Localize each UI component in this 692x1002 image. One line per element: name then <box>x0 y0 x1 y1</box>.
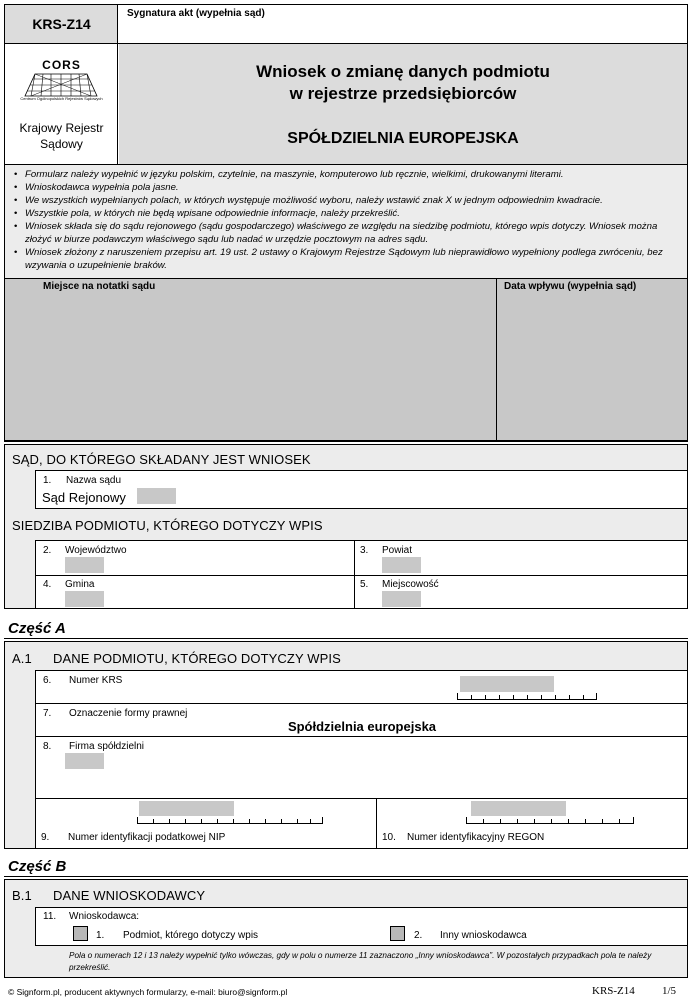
section-b1-title: DANE WNIOSKODAWCY <box>53 888 206 903</box>
instruction-item: • Formularz należy wypełnić w języku polskim, czytelnie, na maszynie, komputerowo lub ręcznie, wielkimi, drukowanymi literami. <box>11 168 681 181</box>
section-a1-title: DANE PODMIOTU, KTÓREGO DOTYCZY WPIS <box>53 651 341 666</box>
applicant-note: Pola o numerach 12 i 13 należy wypełnić tylko wówczas, gdy w polu o numerze 11 zaznaczono „Inny wnioskodawca”. W pozostałych przypadkach pola te należy przekreślić. <box>69 951 652 972</box>
commune-label: Gmina <box>65 579 95 590</box>
part-b-heading: Część B <box>8 858 67 875</box>
court-notes-area <box>4 279 688 441</box>
krs-number-input[interactable] <box>460 676 554 692</box>
field-number: 1. <box>43 475 52 486</box>
court-name-value: Sąd Rejonowy <box>42 490 126 505</box>
field-number: 6. <box>43 675 52 686</box>
locality-label: Miejscowość <box>382 579 439 590</box>
logo-cell <box>5 44 118 164</box>
footer-form-code: KRS-Z14 <box>592 985 635 997</box>
seat-section-title: SIEDZIBA PODMIOTU, KTÓREGO DOTYCZY WPIS <box>12 518 323 533</box>
court-name-label: Nazwa sądu <box>66 475 122 486</box>
instruction-item: • Wnioskodawca wypełnia pola jasne. <box>11 181 681 194</box>
county-input[interactable] <box>382 557 421 573</box>
court-name-field[interactable] <box>35 470 687 509</box>
form-subtitle: SPÓŁDZIELNIA EUROPEJSKA <box>287 130 519 147</box>
registry-name-line2: Sądowy <box>40 137 83 151</box>
applicant-field <box>35 907 687 946</box>
field-number: 9. <box>41 832 50 843</box>
part-a-heading: Część A <box>8 620 66 637</box>
field-number: 11. <box>43 911 57 922</box>
cooperative-name-input[interactable] <box>65 753 104 769</box>
applicant-option-1-label: Podmiot, którego dotyczy wpis <box>123 930 259 941</box>
nip-label: Numer identyfikacji podatkowej NIP <box>68 832 226 843</box>
legal-form-field <box>35 703 687 736</box>
case-signature-label: Sygnatura akt (wypełnia sąd) <box>127 8 265 19</box>
applicant-option-2-label: Inny wnioskodawca <box>440 930 527 941</box>
nip-digit-ticks <box>137 817 323 824</box>
field-number: 3. <box>360 545 369 556</box>
nip-regon-row <box>35 798 687 848</box>
field-number: 10. <box>382 832 396 843</box>
field-number: 2. <box>43 545 52 556</box>
county-label: Powiat <box>382 545 413 556</box>
locality-input[interactable] <box>382 591 421 607</box>
instruction-item: • Wniosek składa się do sądu rejonowego (sądu gospodarczego) właściwego ze względu na siedzibę podmiotu, którego wpis dotyczy. Wniosek można złożyć w biurze podawczym właściwego sądu lub nadać w urzędzie pocztowym na adres sądu. <box>11 220 681 246</box>
cooperative-name-field[interactable] <box>35 736 687 798</box>
case-signature-cell[interactable] <box>118 5 687 44</box>
cooperative-name-label: Firma spółdzielni <box>69 741 145 752</box>
instructions-block <box>4 165 688 279</box>
field-number: 4. <box>43 579 52 590</box>
form-title-line2: w rejestrze przedsiębiorców <box>289 84 517 103</box>
legal-form-label: Oznaczenie formy prawnej <box>69 708 188 719</box>
nip-input[interactable] <box>139 801 234 816</box>
section-a1-number: A.1 <box>12 651 32 666</box>
option-number: 2. <box>414 930 423 941</box>
footer-credit: © Signform.pl, producent aktywnych formularzy, e-mail: biuro@signform.pl <box>8 987 288 997</box>
krs-digit-ticks <box>457 693 597 700</box>
logo-subtext: Centrum Ogólnopolskich Rejestrów Sądowych <box>20 96 103 101</box>
field-number: 7. <box>43 708 52 719</box>
krs-number-label: Numer KRS <box>69 675 123 686</box>
applicant-label: Wnioskodawca: <box>69 911 140 922</box>
regon-input[interactable] <box>471 801 566 816</box>
krs-number-field[interactable] <box>35 670 687 703</box>
court-section-title: SĄD, DO KTÓREGO SKŁADANY JEST WNIOSEK <box>12 452 311 467</box>
form-code: KRS-Z14 <box>32 16 91 32</box>
voivodeship-label: Województwo <box>65 545 127 556</box>
applicant-option-2-checkbox[interactable] <box>390 926 405 941</box>
field-number: 5. <box>360 579 369 590</box>
title-cell <box>119 44 687 164</box>
commune-input[interactable] <box>65 591 104 607</box>
seat-fields-grid <box>35 540 687 608</box>
registry-name-line1: Krajowy Rejestr <box>19 121 104 135</box>
logo-text: CORS <box>42 58 81 72</box>
court-notes-label: Miejsce na notatki sądu <box>43 281 156 292</box>
form-title-line1: Wniosek o zmianę danych podmiotu <box>256 62 550 81</box>
regon-digit-ticks <box>466 817 634 824</box>
legal-form-value: Spółdzielnia europejska <box>287 719 437 734</box>
form-code-cell <box>5 5 118 44</box>
field-number: 8. <box>43 741 52 752</box>
applicant-option-1-checkbox[interactable] <box>73 926 88 941</box>
instruction-item: • Wszystkie pola, w których nie będą wpisane odpowiednie informacje, należy przekreślić. <box>11 207 681 220</box>
footer-page: 1/5 <box>662 985 677 997</box>
instruction-item: • We wszystkich wypełnianych polach, w których występuje możliwość wyboru, należy wstawić znak X w jednym odpowiednim kwadracie. <box>11 194 681 207</box>
instruction-item: • Wniosek złożony z naruszeniem przepisu art. 19 ust. 2 ustawy o Krajowym Rejestrze Sądowym lub nieprawidłowo wypełniony podlega zwróceniu, bez wzywania o uzupełnienie braków. <box>11 246 681 272</box>
section-b1-number: B.1 <box>12 888 32 903</box>
court-name-input[interactable] <box>137 488 176 504</box>
option-number: 1. <box>96 930 105 941</box>
voivodeship-input[interactable] <box>65 557 104 573</box>
received-date-label: Data wpływu (wypełnia sąd) <box>504 281 637 292</box>
regon-label: Numer identyfikacyjny REGON <box>407 832 545 843</box>
